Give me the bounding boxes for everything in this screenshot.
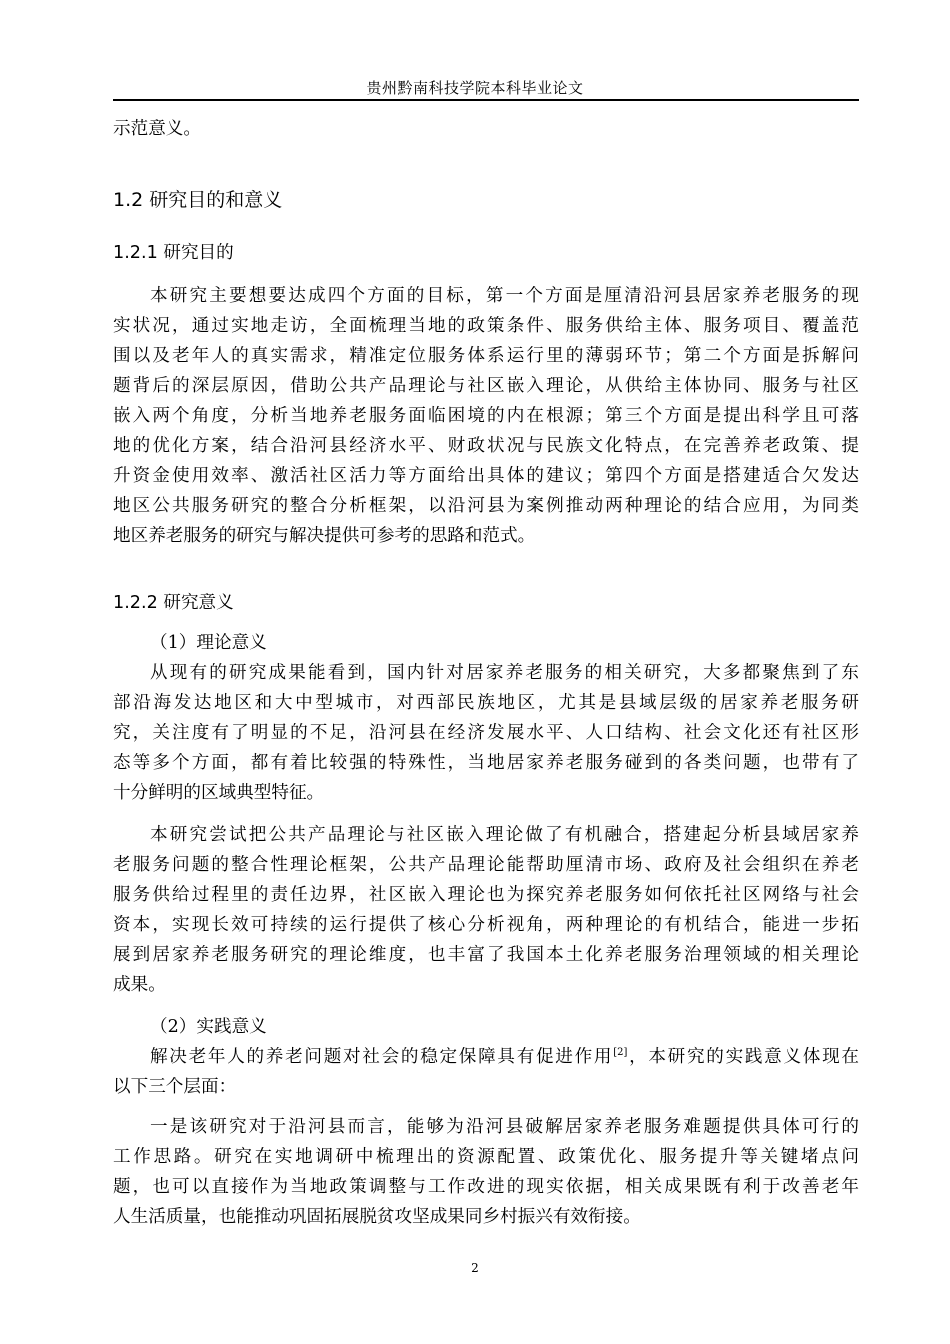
paragraph-line: 一是该研究对于沿河县而言，能够为沿河县破解居家养老服务难题提供具体可行的	[150, 1117, 859, 1137]
paragraph-line	[150, 1044, 859, 1070]
practice-significance-heading: （2）实践意义	[150, 1017, 267, 1037]
paragraph-line: 十分鲜明的区域典型特征。	[113, 783, 325, 803]
paragraph-line: 以下三个层面：	[113, 1077, 237, 1097]
paragraph-line: 围以及老年人的真实需求，精准定位服务体系运行里的薄弱环节；第二个方面是拆解问	[113, 346, 859, 366]
paragraph-line: 题背后的深层原因，借助公共产品理论与社区嵌入理论，从供给主体协同、服务与社区	[113, 376, 859, 396]
paragraph-text: 解决老年人的养老问题对社会的稳定保障具有促进作用	[150, 1047, 614, 1067]
paragraph-line: 升资金使用效率、激活社区活力等方面给出具体的建议；第四个方面是搭建适合欠发达	[113, 466, 859, 486]
paragraph-line: 本研究尝试把公共产品理论与社区嵌入理论做了有机融合，搭建起分析县域居家养	[150, 825, 859, 845]
section-heading-1-2: 1.2 研究目的和意义	[113, 189, 283, 211]
paragraph-line: 态等多个方面，都有着比较强的特殊性，当地居家养老服务碰到的各类问题，也带有了	[113, 753, 859, 773]
paragraph-line: 成果。	[113, 975, 166, 995]
paragraph-line: 地区公共服务研究的整合分析框架，以沿河县为案例推动两种理论的结合应用，为同类	[113, 496, 859, 516]
citation-marker: [2]	[613, 1047, 628, 1059]
paragraph-line: 从现有的研究成果能看到，国内针对居家养老服务的相关研究，大多都聚焦到了东	[150, 663, 859, 683]
paragraph-line: 地区养老服务的研究与解决提供可参考的思路和范式。	[113, 526, 536, 546]
paragraph-line: 实状况，通过实地走访，全面梳理当地的政策条件、服务供给主体、服务项目、覆盖范	[113, 316, 859, 336]
page-number: 2	[471, 1261, 479, 1275]
paragraph-line: 老服务问题的整合性理论框架，公共产品理论能帮助厘清市场、政府及社会组织在养老	[113, 855, 859, 875]
subsection-heading-1-2-1: 1.2.1 研究目的	[113, 243, 234, 263]
paragraph-line: 嵌入两个角度，分析当地养老服务面临困境的内在根源；第三个方面是提出科学且可落	[113, 406, 859, 426]
paragraph-line: 本研究主要想要达成四个方面的目标，第一个方面是厘清沿河县居家养老服务的现	[150, 286, 859, 306]
running-header-title: 贵州黔南科技学院本科毕业论文	[366, 79, 584, 97]
theory-significance-heading: （1）理论意义	[150, 633, 267, 653]
paragraph-line: 部沿海发达地区和大中型城市，对西部民族地区，尤其是县域层级的居家养老服务研	[113, 693, 859, 713]
paragraph-line: 资本，实现长效可持续的运行提供了核心分析视角，两种理论的有机结合，能进一步拓	[113, 915, 859, 935]
paragraph-line: 人生活质量，也能推动巩固拓展脱贫攻坚成果同乡村振兴有效衔接。	[113, 1207, 641, 1227]
paragraph-line: 展到居家养老服务研究的理论维度，也丰富了我国本土化养老服务治理领域的相关理论	[113, 945, 859, 965]
carryover-text: 示范意义。	[113, 119, 201, 139]
paragraph-line: 题，也可以直接作为当地政策调整与工作改进的现实依据，相关成果既有利于改善老年	[113, 1177, 859, 1197]
paragraph-line: 服务供给过程里的责任边界，社区嵌入理论也为探究养老服务如何依托社区网络与社会	[113, 885, 859, 905]
paragraph-text: ，本研究的实践意义体现在	[627, 1047, 859, 1067]
subsection-heading-1-2-2: 1.2.2 研究意义	[113, 593, 234, 613]
paragraph-line: 地的优化方案，结合沿河县经济水平、财政状况与民族文化特点，在完善养老政策、提	[113, 436, 859, 456]
paragraph-line: 工作思路。研究在实地调研中梳理出的资源配置、政策优化、服务提升等关键堵点问	[113, 1147, 859, 1167]
paragraph-line: 究，关注度有了明显的不足，沿河县在经济发展水平、人口结构、社会文化还有社区形	[113, 723, 859, 743]
header-rule	[113, 99, 859, 101]
